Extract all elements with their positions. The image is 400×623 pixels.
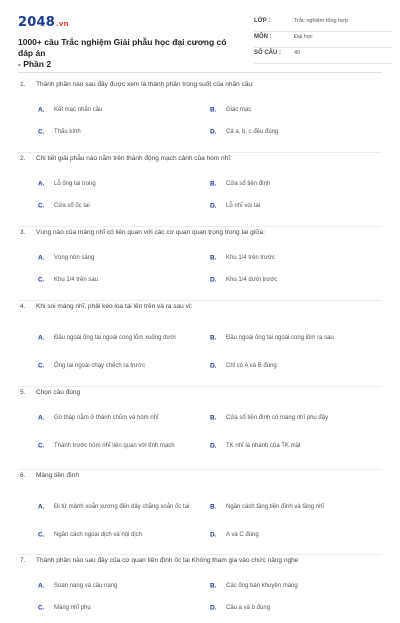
option-letter: C. xyxy=(38,128,45,136)
question-number: 7. xyxy=(20,557,26,564)
option-letter: A. xyxy=(38,582,45,590)
question-list xyxy=(18,79,382,623)
option-row xyxy=(18,99,382,121)
option-d[interactable] xyxy=(210,597,382,619)
option-row xyxy=(18,195,382,217)
option-row xyxy=(18,269,382,291)
question-text: Vùng nào của màng nhĩ có liên quan với các cơ quan quan trọng trong tai giữa: xyxy=(36,229,265,236)
meta-label-so-cau: SỐ CÂU : xyxy=(254,50,281,56)
option-text: TK nhĩ là nhánh của TK mặt xyxy=(226,442,301,449)
option-text: Kết mạc nhãn cầu xyxy=(54,106,103,113)
meta-row-lop xyxy=(254,16,392,32)
option-letter: D. xyxy=(210,128,217,136)
option-letter: D. xyxy=(210,531,217,539)
option-c[interactable] xyxy=(38,429,198,463)
option-c[interactable] xyxy=(38,524,198,546)
meta-value-mon: Đại học xyxy=(294,34,313,40)
option-letter: B. xyxy=(210,582,217,590)
option-b[interactable] xyxy=(210,490,382,524)
option-text: Cửa sổ ốc tai xyxy=(54,202,90,209)
option-d[interactable] xyxy=(210,429,382,463)
option-text: Giác mạc xyxy=(226,106,252,113)
option-b[interactable] xyxy=(210,247,382,269)
question-5 xyxy=(18,387,382,470)
question-number: 6. xyxy=(20,472,26,479)
option-c[interactable] xyxy=(38,597,198,619)
option-text: Đầu ngoài ống tai ngoài cong lõm ra sau xyxy=(226,334,334,341)
option-letter: C. xyxy=(38,202,45,210)
option-text: Ngăn cách ngoại dịch và nội dịch xyxy=(54,531,143,538)
option-letter: B. xyxy=(210,180,217,188)
question-header xyxy=(18,555,382,575)
question-text: Màng tiền đình xyxy=(36,472,80,479)
option-text: Cả a, b, c đều đúng xyxy=(226,128,279,135)
option-row xyxy=(18,355,382,377)
option-text: Câu a và b đúng xyxy=(226,604,271,611)
option-a[interactable] xyxy=(38,321,198,355)
option-letter: A. xyxy=(38,414,45,422)
option-text: Khu 1/4 dưới trước xyxy=(226,276,278,283)
option-text: Màng nhĩ phụ xyxy=(54,604,91,611)
question-text: Chọn câu đúng xyxy=(36,389,81,396)
question-number: 5. xyxy=(20,389,26,396)
option-letter: D. xyxy=(210,362,217,370)
option-c[interactable] xyxy=(38,355,198,377)
option-letter: B. xyxy=(210,106,217,114)
option-text: A và C đúng xyxy=(226,531,259,538)
question-number: 1. xyxy=(20,81,26,88)
option-row xyxy=(18,321,382,355)
document-title-line-1: 1000+ câu Trắc nghiệm Giải phẫu học đại cương có đáp án xyxy=(18,37,227,58)
option-letter: C. xyxy=(38,362,45,370)
option-letter: B. xyxy=(210,334,217,342)
question-header xyxy=(18,470,382,490)
question-header xyxy=(18,227,382,247)
logo-main: 2048 xyxy=(18,15,55,30)
option-a[interactable] xyxy=(38,407,198,429)
option-row xyxy=(18,429,382,463)
document-meta xyxy=(254,16,392,64)
option-letter: D. xyxy=(210,442,217,450)
question-header xyxy=(18,153,382,173)
question-3 xyxy=(18,227,382,301)
option-text: Khu 1/4 trên trước xyxy=(226,254,275,261)
option-b[interactable] xyxy=(210,575,382,597)
option-letter: C. xyxy=(38,604,45,612)
option-d[interactable] xyxy=(210,195,382,217)
question-4 xyxy=(18,301,382,387)
meta-value-lop: Trắc nghiệm tổng hợp xyxy=(294,18,348,24)
option-text: Thấu kính xyxy=(54,128,81,135)
site-logo[interactable] xyxy=(18,15,69,30)
question-header xyxy=(18,387,382,407)
option-text: Lỗ ống tai trong xyxy=(54,180,96,187)
option-row xyxy=(18,575,382,597)
question-text: Chi tiết giải phẫu nào nằm trên thành động mạch cảnh của hòm nhĩ: xyxy=(36,155,232,162)
option-row xyxy=(18,524,382,546)
option-text: Lỗ nhĩ vòi tai xyxy=(226,202,261,209)
meta-row-mon xyxy=(254,32,392,48)
option-letter: D. xyxy=(210,276,217,284)
question-number: 4. xyxy=(20,303,26,310)
document-title-line-2: - Phần 2 xyxy=(18,59,52,69)
option-d[interactable] xyxy=(210,524,382,546)
option-letter: A. xyxy=(38,334,45,342)
option-letter: C. xyxy=(38,276,45,284)
option-letter: A. xyxy=(38,254,45,262)
option-letter: D. xyxy=(210,202,217,210)
question-text: Thành phần nào sau đây được xem là thành phần trong suốt của nhãn cầu: xyxy=(36,81,254,88)
option-text: Cửa sổ tiền đình xyxy=(226,180,271,187)
question-7 xyxy=(18,555,382,623)
option-text: Gò tháp nằm ở thành chũm và hòm nhĩ xyxy=(54,414,159,421)
option-text: Các ống bán khuyên màng xyxy=(226,582,298,589)
question-text: Thành phần nào sau đây của cơ quan tiền đình ốc tai Không tham gia vào chức năng nghe xyxy=(36,557,299,564)
question-number: 3. xyxy=(20,229,26,236)
option-letter: C. xyxy=(38,442,45,450)
option-letter: D. xyxy=(210,604,217,612)
option-text: Soan nang và cầu nang xyxy=(54,582,118,589)
option-letter: B. xyxy=(210,414,217,422)
option-d[interactable] xyxy=(210,121,382,143)
meta-row-so-cau xyxy=(254,48,392,64)
document-title xyxy=(18,37,238,70)
option-a[interactable] xyxy=(38,575,198,597)
option-text: Ống tai ngoài chạy chếch ra trước xyxy=(54,362,145,369)
option-row xyxy=(18,247,382,269)
question-header xyxy=(18,301,382,321)
option-d[interactable] xyxy=(210,355,382,377)
question-1 xyxy=(18,79,382,153)
option-row xyxy=(18,490,382,524)
question-6 xyxy=(18,470,382,555)
option-a[interactable] xyxy=(38,490,198,524)
option-letter: A. xyxy=(38,503,45,511)
question-number: 2. xyxy=(20,155,26,162)
option-a[interactable] xyxy=(38,99,198,121)
option-c[interactable] xyxy=(38,269,198,291)
option-text: Ngăn cách tầng tiền đình và tầng nhĩ xyxy=(226,503,325,510)
header-divider xyxy=(18,72,382,73)
option-a[interactable] xyxy=(38,247,198,269)
option-letter: B. xyxy=(210,254,217,262)
document-header xyxy=(18,14,382,69)
question-text: Khi soi màng nhĩ, phải kéo loa tai lên trên và ra sau vì: xyxy=(36,303,193,310)
option-c[interactable] xyxy=(38,195,198,217)
option-row xyxy=(18,597,382,619)
option-text: Chỉ có A và B đúng xyxy=(226,362,277,369)
option-letter: C. xyxy=(38,531,45,539)
question-header xyxy=(18,79,382,99)
question-2 xyxy=(18,153,382,227)
meta-label-mon: MÔN : xyxy=(254,34,272,40)
option-text: Thành trước hòm nhĩ liên quan với tĩnh mạch xyxy=(54,442,175,449)
option-b[interactable] xyxy=(210,407,382,429)
option-letter: A. xyxy=(38,180,45,188)
option-row xyxy=(18,173,382,195)
option-c[interactable] xyxy=(38,121,198,143)
option-b[interactable] xyxy=(210,99,382,121)
meta-value-so-cau: 40 xyxy=(294,50,301,56)
option-letter: A. xyxy=(38,106,45,114)
option-text: Đầu ngoài ống tai ngoài cong lõm xuống dưới xyxy=(54,334,176,341)
option-row xyxy=(18,121,382,143)
option-b[interactable] xyxy=(210,321,382,355)
option-text: Khu 1/4 trên sau xyxy=(54,276,99,283)
option-a[interactable] xyxy=(38,173,198,195)
option-d[interactable] xyxy=(210,269,382,291)
option-text: Vùng nón sáng xyxy=(54,254,95,261)
meta-label-lop: LỚP : xyxy=(254,18,271,24)
option-row xyxy=(18,407,382,429)
option-text: Cửa sổ tiền đình có màng nhĩ phụ đậy xyxy=(226,414,329,421)
option-letter: B. xyxy=(210,503,217,511)
logo-suffix: .vn xyxy=(55,20,69,28)
option-text: Đi từ mảnh xoắn xương đến dây chằng xoắn ốc tai xyxy=(54,503,190,510)
option-b[interactable] xyxy=(210,173,382,195)
